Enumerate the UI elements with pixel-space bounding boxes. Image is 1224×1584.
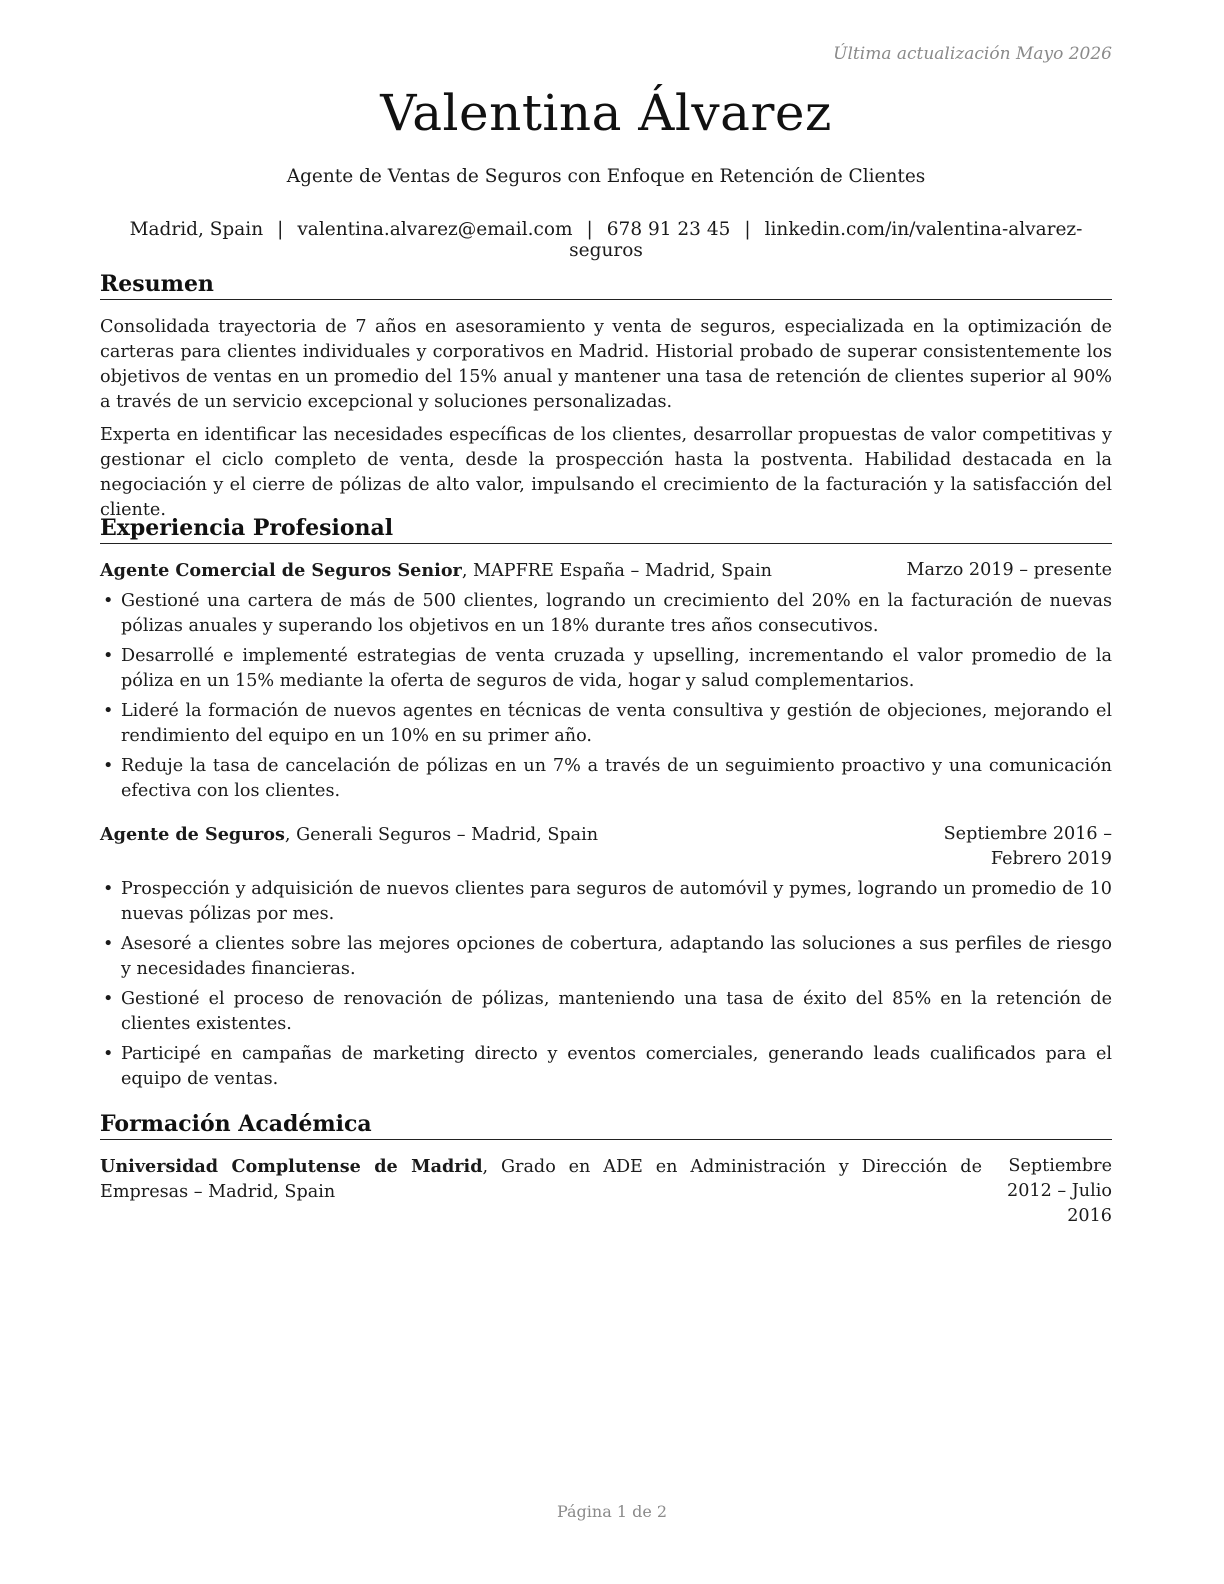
summary-section (100, 270, 1112, 523)
job-bullets (100, 589, 1112, 804)
list-item (100, 589, 1112, 639)
job-dates: Septiembre 2016 – Febrero 2019 (943, 824, 1112, 869)
section-title-summary: Resumen (100, 270, 1112, 300)
education-detail (100, 1154, 982, 1205)
education-entry (100, 1154, 1112, 1226)
headline: Agente de Ventas de Seguros con Enfoque en Retención de Clientes (286, 166, 926, 187)
bullet-text: Reduje la tasa de cancelación de pólizas en un 7% a través de un seguimiento proactivo y una comunicación efectiva con los clientes. (121, 756, 1112, 801)
bullet-text: Gestioné una cartera de más de 500 clientes, logrando un crecimiento del 20% en la facturación de nuevas pólizas anuales y superando los objetivos en un 18% durante tres años consecutivos. (121, 591, 1112, 636)
job-role: Agente de Seguros (100, 824, 285, 845)
bullet-icon: • (103, 989, 114, 1009)
job-org: , MAPFRE España – Madrid, Spain (461, 561, 772, 581)
list-item (100, 1042, 1112, 1092)
list-item (100, 877, 1112, 927)
list-item (100, 644, 1112, 694)
bullet-icon: • (103, 934, 114, 954)
list-item (100, 932, 1112, 982)
experience-section (100, 514, 1112, 1097)
separator: | (586, 219, 593, 240)
education-dates: Septiembre 2012 – Julio 2016 (1007, 1156, 1112, 1226)
page-number: Página 1 de 2 (556, 1502, 668, 1521)
job-entry (100, 822, 1112, 1092)
contact-line (100, 219, 1112, 261)
job-dates: Marzo 2019 – presente (906, 560, 1112, 580)
summary-paragraph: Experta en identificar las necesidades específicas de los clientes, desarrollar propuestas de valor competitivas y gestionar el ciclo completo de venta, desde la prospección hasta la postventa. Habilidad destacada en la negociación y el cierre de pólizas de alto valor, impulsando el crecimiento de la facturación y la satisfacción del cliente. (100, 425, 1112, 520)
separator: | (744, 219, 751, 240)
education-school: Universidad Complutense de Madrid (100, 1156, 483, 1177)
contact-email[interactable]: valentina.alvarez@email.com (297, 219, 573, 240)
bullet-icon: • (103, 1044, 114, 1064)
job-bullets (100, 877, 1112, 1092)
bullet-icon: • (103, 879, 114, 899)
list-item (100, 754, 1112, 804)
contact-location: Madrid, Spain (129, 219, 264, 240)
bullet-text: Lideré la formación de nuevos agentes en técnicas de venta consultiva y gestión de objeciones, mejorando el rendimiento del equipo en un 10% en su primer año. (121, 701, 1112, 746)
section-title-education: Formación Académica (100, 1110, 1112, 1140)
bullet-text: Asesoré a clientes sobre las mejores opciones de cobertura, adaptando las soluciones a sus perfiles de riesgo y necesidades financieras. (121, 934, 1112, 979)
section-title-experience: Experiencia Profesional (100, 514, 1112, 544)
contact-phone: 678 91 23 45 (606, 219, 731, 240)
candidate-name: Valentina Álvarez (380, 84, 832, 142)
education-degree: , Grado en ADE en Administración y Dirección de Empresas – Madrid, Spain (100, 1157, 982, 1202)
list-item (100, 699, 1112, 749)
bullet-text: Participé en campañas de marketing directo y eventos comerciales, generando leads cualificados para el equipo de ventas. (121, 1044, 1112, 1089)
job-role: Agente Comercial de Seguros Senior (100, 560, 462, 581)
job-org: , Generali Seguros – Madrid, Spain (284, 825, 599, 845)
bullet-text: Gestioné el proceso de renovación de pólizas, manteniendo una tasa de éxito del 85% en la retención de clientes existentes. (121, 989, 1112, 1034)
list-item (100, 987, 1112, 1037)
summary-paragraph: Consolidada trayectoria de 7 años en asesoramiento y venta de seguros, especializada en la optimización de carteras para clientes individuales y corporativos en Madrid. Historial probado de superar consistentemente los objetivos de ventas en un promedio del 15% anual y mantener una tasa de retención de clientes superior al 90% a través de un servicio excepcional y soluciones personalizadas. (100, 317, 1112, 412)
separator: | (277, 219, 284, 240)
job-header (100, 822, 1112, 872)
bullet-icon: • (103, 701, 114, 721)
contact-linkedin[interactable]: linkedin.com/in/valentina-alvarez-seguros (569, 219, 1083, 261)
job-entry (100, 558, 1112, 804)
bullet-icon: • (103, 646, 114, 666)
education-section (100, 1110, 1112, 1226)
bullet-text: Prospección y adquisición de nuevos clientes para seguros de automóvil y pymes, logrando un promedio de 10 nuevas pólizas por mes. (121, 879, 1112, 924)
bullet-icon: • (103, 591, 114, 611)
bullet-icon: • (103, 756, 114, 776)
bullet-text: Desarrollé e implementé estrategias de venta cruzada y upselling, incrementando el valor promedio de la póliza en un 15% mediante la oferta de seguros de vida, hogar y salud complementarios. (121, 646, 1112, 691)
last-updated: Última actualización Mayo 2026 (833, 44, 1112, 64)
job-header (100, 558, 1112, 584)
resume-page (100, 0, 1112, 1584)
